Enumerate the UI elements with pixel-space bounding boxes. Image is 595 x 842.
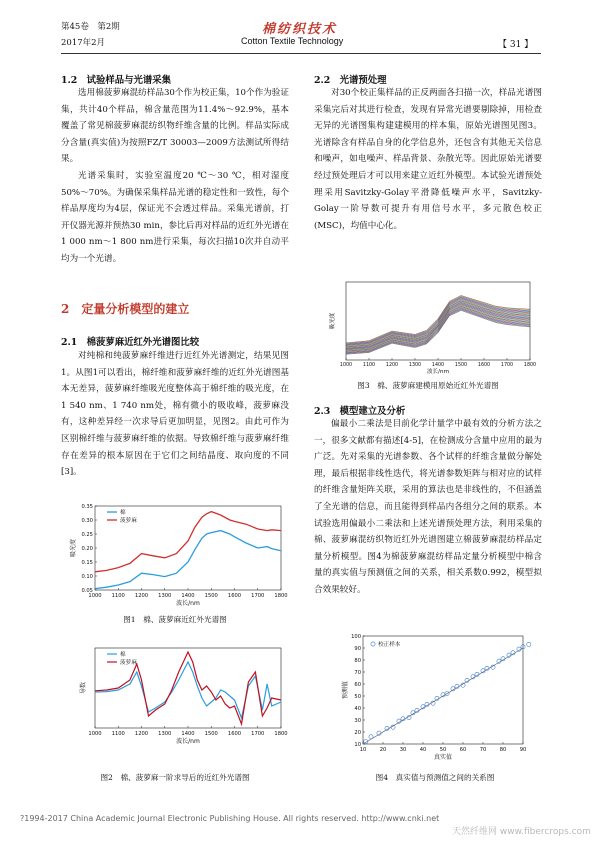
x-tick-label: 1100	[111, 593, 125, 599]
y-tick-label: 90	[354, 645, 361, 652]
figure-3-chart	[318, 278, 540, 378]
journal-title-cn: 棉纺织技术	[262, 22, 338, 37]
page-number: 【 31 】	[498, 40, 534, 50]
x-tick-label: 30	[399, 747, 407, 753]
x-tick-label: 50	[439, 747, 447, 753]
spectrum-line	[346, 298, 530, 345]
x-tick-label: 1500	[204, 593, 218, 599]
fit-line	[363, 648, 523, 744]
figure-1-chart	[63, 500, 288, 612]
y-tick-label: 0.10	[81, 573, 93, 580]
y-tick-label: 20	[354, 729, 361, 736]
section-2-1-title: 2.1 棉菠萝麻近红外光谱图比较	[61, 337, 200, 348]
y-axis-label: 吸光度	[330, 312, 336, 330]
x-tick-label: 1800	[523, 363, 537, 368]
x-tick-label: 70	[479, 747, 487, 753]
figure-4-caption: 图4 真实值与预测值之间的关系图	[375, 773, 495, 782]
x-tick-label: 40	[419, 747, 427, 753]
x-tick-label: 1500	[454, 363, 468, 368]
y-tick-label: 0.15	[81, 559, 93, 566]
section-2-2-title: 2.2 光谱预处理	[314, 75, 387, 86]
section-2-title: 2 定量分析模型的建立	[61, 302, 190, 316]
paragraph-2: 光谱采集时，实验室温度20 ℃～30 ℃，相对湿度50%～70%。为确保采集样品光谱的稳定性和一致性，每个样品厚度均为4层，保证光不会透过样品。采集光谱前，打开仪器光源并预热30 min，参比后再对样品的近红外光谱在1 000 nm～1 800 nm进行采集，每次扫描10次并自动平均为一个光谱。	[61, 171, 289, 264]
paragraph-4: 对30个校正集样品的正反两面各扫描一次，样品光谱图采集完后对其进行检查，发现有异常光谱要剔除掉，用检查无异的光谱图集构建建模用的样本集，原始光谱图见图3。光谱除含有样品自身的化学信息外，还包含有其他无关信息和噪声，如电噪声、样品背景、杂散光等。因此原始光谱要经过预处理后才可以用来建立近红外模型。本试验光谱预处理采用Savitzky-Golay平滑降低噪声水平，Savitzky-Golay一阶导数可提升有用信号水平，多元散色校正(MSC)，均值中心化。	[314, 88, 542, 231]
date-line: 2017年2月	[61, 38, 106, 48]
figure-1-plot	[69, 504, 288, 607]
x-tick-label: 1400	[431, 363, 445, 368]
x-tick-label: 1300	[158, 593, 172, 599]
x-axis-label: 波长/nm	[426, 369, 450, 375]
header-rule	[61, 53, 541, 54]
x-tick-label: 1400	[181, 731, 195, 737]
x-tick-label: 1600	[477, 363, 491, 368]
x-tick-label: 1300	[158, 731, 172, 737]
series-line-0	[95, 531, 281, 589]
y-tick-label: 30	[354, 717, 361, 724]
footer-watermark: 天然纤维网 www.fibercrops.com	[452, 827, 591, 837]
legend-label: 棉	[120, 652, 126, 658]
journal-title-en: Cotton Textile Technology	[241, 36, 344, 46]
volume-line: 第45卷 第2期	[61, 22, 120, 32]
x-tick-label: 60	[459, 747, 467, 753]
x-tick-label: 10	[359, 747, 367, 753]
x-axis-label: 真实值	[433, 754, 453, 761]
section-1-2-title: 1.2 试验样品与光谱采集	[61, 75, 172, 86]
x-tick-label: 1000	[339, 363, 353, 368]
x-tick-label: 80	[499, 747, 507, 753]
x-tick-label: 20	[379, 747, 387, 753]
figure-3-plot	[328, 282, 536, 375]
x-tick-label: 1800	[274, 731, 288, 737]
legend-label: 棉	[120, 510, 126, 516]
footer-copyright: ?1994-2017 China Academic Journal Electronic Publishing House. All rights reserved. http://www.cnki.net	[20, 814, 440, 823]
series-line-0	[95, 662, 281, 718]
legend-marker	[371, 642, 375, 646]
x-tick-label: 1600	[227, 731, 242, 737]
x-tick-label: 1200	[385, 363, 399, 368]
paragraph-3: 对纯棉和纯菠萝麻纤维进行近红外光谱测定，结果见图1。从图1可以看出，棉纤维和菠萝麻纤维的近红外光谱图基本无差异，菠萝麻纤维吸光度整体高于棉纤维的吸光度，在1 540 nm、1 740 nm处，棉有微小的吸收峰，菠萝麻没有，这种差异经一次求导后更加明显，见图2。由此可作为区别棉纤维与菠萝麻纤维的依据。导致棉纤维与菠萝麻纤维存在差异的根本原因在于它们之间结晶度、取向度的不同[3]。	[61, 351, 289, 478]
x-tick-label: 1600	[227, 593, 242, 599]
figure-4-plot	[341, 634, 531, 761]
scatter-point	[369, 735, 373, 739]
x-tick-label: 1800	[274, 593, 288, 599]
y-tick-label: 0.35	[81, 503, 93, 510]
y-axis-label: 吸光度	[70, 538, 77, 558]
plot-frame	[363, 636, 523, 744]
legend-label: 菠萝麻	[120, 518, 137, 524]
legend-label: 校正样本	[378, 642, 401, 648]
x-tick-label: 1500	[204, 731, 218, 737]
y-tick-label: 0.05	[81, 587, 93, 594]
x-tick-label: 1000	[88, 731, 102, 737]
x-tick-label: 1700	[251, 593, 265, 599]
x-tick-label: 1100	[362, 363, 376, 368]
x-axis-label: 波长/nm	[176, 738, 200, 745]
y-tick-label: 0.30	[81, 517, 93, 524]
x-axis-label: 波长/nm	[176, 600, 200, 607]
x-tick-label: 90	[519, 747, 527, 753]
y-tick-label: 50	[354, 693, 361, 700]
x-tick-label: 1700	[251, 731, 265, 737]
figure-2-chart	[63, 642, 288, 748]
section-2-3-title: 2.3 模型建立及分析	[314, 406, 406, 417]
x-tick-label: 1000	[88, 593, 102, 599]
y-tick-label: 100	[351, 633, 361, 640]
y-tick-label: 0.20	[81, 545, 93, 552]
figure-2-caption: 图2 棉、菠萝麻一阶求导后的近红外光谱图	[100, 773, 250, 782]
y-tick-label: 0.25	[81, 531, 93, 538]
scatter-point	[527, 642, 531, 646]
y-tick-label: 70	[354, 669, 361, 676]
legend-label: 菠萝麻	[120, 660, 137, 666]
figure-1-caption: 图1 棉、菠萝麻近红外光谱图	[123, 615, 227, 624]
y-axis-label: 导数	[80, 681, 87, 695]
y-tick-label: 60	[354, 681, 361, 688]
x-tick-label: 1100	[111, 731, 125, 737]
y-tick-label: 80	[354, 657, 361, 664]
x-tick-label: 1200	[134, 731, 149, 737]
y-tick-label: 40	[354, 705, 361, 712]
figure-4-chart	[335, 632, 535, 768]
x-tick-label: 1300	[408, 363, 422, 368]
figure-2-plot	[79, 648, 288, 745]
figure-3-caption: 图3 棉、菠萝麻建模用原始近红外光谱图	[357, 381, 499, 390]
x-tick-label: 1200	[134, 593, 149, 599]
y-axis-label: 预测值	[342, 680, 349, 700]
y-tick-label: 10	[354, 741, 361, 748]
paragraph-5: 偏最小二乘法是目前化学计量学中最有效的分析方法之一，很多文献都有描述[4-5]，在检测成分含量中应用的最为广泛。先对采集的光谱参数、各个试样的纤维含量做分解处理，最后根据非线性迭代，将光谱参数矩阵与相对应的试样的纤维含量矩阵关联，采用的算法也是非线性的，不但涵盖了全光谱的信息，而且能得到样品内各组分之间的联系。本试验选用偏最小二乘法和上述光谱预处理方法，利用采集的棉、菠萝麻混纺织物近红外光谱图建立棉菠萝麻混纺样品定量分析模型。图4为棉菠萝麻混纺样品定量分析模型中棉含量的真实值与预测值之间的关系，相关系数0.992，模型拟合效果较好。	[314, 419, 542, 595]
x-tick-label: 1700	[500, 363, 514, 368]
paragraph-1: 选用棉菠萝麻混纺样品30个作为校正集，10个作为验证集，共计40个样品，棉含量范围为11.4%～92.9%，基本覆盖了常见棉菠萝麻混纺织物纤维含量的比例。样品实际成分含量(真实值)为按照FZ/T 30003—2009方法测试所得结果。	[61, 88, 289, 165]
x-tick-label: 1400	[181, 593, 195, 599]
